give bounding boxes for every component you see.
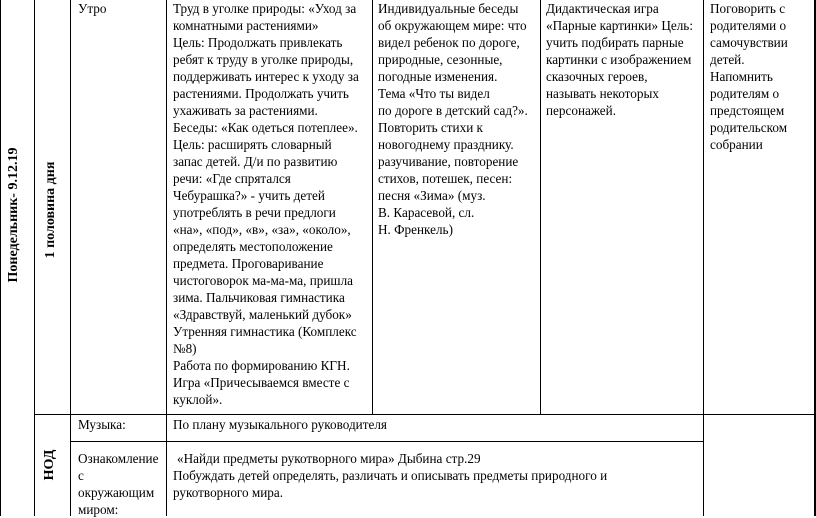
individual-line: погодные изменения.	[378, 69, 498, 84]
activity-line: запас детей. Д/и по развитию	[173, 154, 338, 169]
music-text: По плану музыкального руководителя	[173, 417, 387, 432]
parents-line: детей.	[710, 52, 745, 67]
activity-line: зима. Пальчиковая гимнастика	[173, 290, 345, 305]
activity-line: «на», «под», «в», «за», «около»,	[173, 222, 351, 237]
activity-line: Цель: расширять словарный	[173, 137, 332, 152]
col-divider-2	[70, 0, 71, 516]
individual-line: Индивидуальные беседы	[378, 1, 519, 16]
activity-line: Игра «Причесываемся вместе с	[173, 375, 350, 390]
didactic-line: Дидактическая игра	[546, 1, 659, 16]
didactic-line: картинки с изображением	[546, 52, 692, 67]
parents-work	[710, 0, 814, 153]
morning-time-label: Утро	[78, 1, 107, 16]
activity-line: комнатными растениями»	[173, 18, 319, 33]
activity-line: Труд в уголке природы: «Уход за	[173, 1, 357, 16]
didactic-line: учить подбирать парные	[546, 35, 684, 50]
parents-line: Напомнить	[710, 69, 773, 84]
individual-line: разучивание, повторение	[378, 154, 519, 169]
col-divider-3	[166, 0, 167, 516]
parents-line: предстоящем	[710, 103, 785, 118]
world-topic: «Найди предметы рукотворного мира» Дыбина стр.29	[177, 451, 481, 466]
didactic-line: персонажей.	[546, 103, 617, 118]
activity-line: Цель: Продолжать привлекать	[173, 35, 343, 50]
activity-line: определять местоположение	[173, 239, 333, 254]
individual-line: В. Карасевой, сл.	[378, 205, 475, 220]
activity-line: Работа по формированию КГН.	[173, 358, 350, 373]
individual-line: стихов, потешек, песен:	[378, 171, 513, 186]
individual-line: Тема «Что ты видел	[378, 86, 490, 101]
world-text	[173, 450, 701, 501]
activity-line: растениями. Продолжать учить	[173, 86, 349, 101]
row-divider-2	[70, 441, 704, 442]
row-divider-1	[34, 414, 814, 415]
world-label-line: с	[78, 468, 84, 483]
individual-line: Повторить стихи к	[378, 120, 483, 135]
activity-line: Беседы: «Как одеться потеплее».	[173, 120, 358, 135]
individual-line: новогоднему празднику.	[378, 137, 514, 152]
col-divider-4	[372, 0, 373, 414]
parents-line: родителями о	[710, 18, 787, 33]
world-goal-line: Побуждать детей определять, различать и описывать предметы природного и	[173, 468, 608, 483]
half-day-label: 1 половина дня	[43, 161, 58, 259]
individual-line: песня «Зима» (муз.	[378, 188, 486, 203]
world-label	[78, 450, 166, 518]
parents-line: Поговорить с	[710, 1, 786, 16]
col-divider-5	[540, 0, 541, 414]
parents-line: самочувствии	[710, 35, 788, 50]
world-goal-line: рукотворного мира.	[173, 485, 284, 500]
activity-line: употреблять в речи предлоги	[173, 205, 336, 220]
individual-line: по дороге в детский сад?».	[378, 103, 528, 118]
didactic-game	[546, 0, 702, 119]
activity-line: речи: «Где спрятался	[173, 171, 291, 186]
world-label-line: окружающим	[78, 485, 155, 500]
day-label: Понедельник- 9.12.19	[6, 147, 21, 283]
morning-activities	[173, 0, 371, 408]
activity-line: №8)	[173, 341, 197, 356]
activity-line: куклой».	[173, 392, 223, 407]
activity-line: «Здравствуй, маленький дубок»	[173, 307, 352, 322]
activity-line: ухаживать за растениями.	[173, 103, 318, 118]
activity-line: чистоговорок ма-ма-ма, пришла	[173, 273, 354, 288]
world-label-line: миром:	[78, 502, 119, 517]
activity-line: поддерживать интерес к уходу за	[173, 69, 359, 84]
col-divider-6	[703, 0, 704, 516]
table-border-left	[0, 0, 1, 516]
individual-line: об окружающем мире: что	[378, 18, 527, 33]
didactic-line: сказочных героев,	[546, 69, 648, 84]
activity-line: предмета. Проговаривание	[173, 256, 324, 271]
individual-work	[378, 0, 538, 238]
world-label-line: Ознакомление	[78, 451, 159, 466]
activity-line: Утренняя гимнастика (Комплекс	[173, 324, 357, 339]
individual-line: природные, сезонные,	[378, 52, 503, 67]
individual-line: видел ребенок по дороге,	[378, 35, 520, 50]
individual-line: Н. Френкель)	[378, 222, 453, 237]
parents-line: собрании	[710, 137, 763, 152]
activity-line: ребят к труду в уголке природы,	[173, 52, 354, 67]
didactic-line: «Парные картинки» Цель:	[546, 18, 693, 33]
didactic-line: называть некоторых	[546, 86, 659, 101]
parents-line: родительском	[710, 120, 788, 135]
activity-line: Чебурашка?» - учить детей	[173, 188, 325, 203]
music-label: Музыка:	[78, 417, 126, 432]
col-divider-1	[34, 0, 35, 516]
nod-label: НОД	[42, 449, 57, 481]
parents-line: родителям о	[710, 86, 780, 101]
